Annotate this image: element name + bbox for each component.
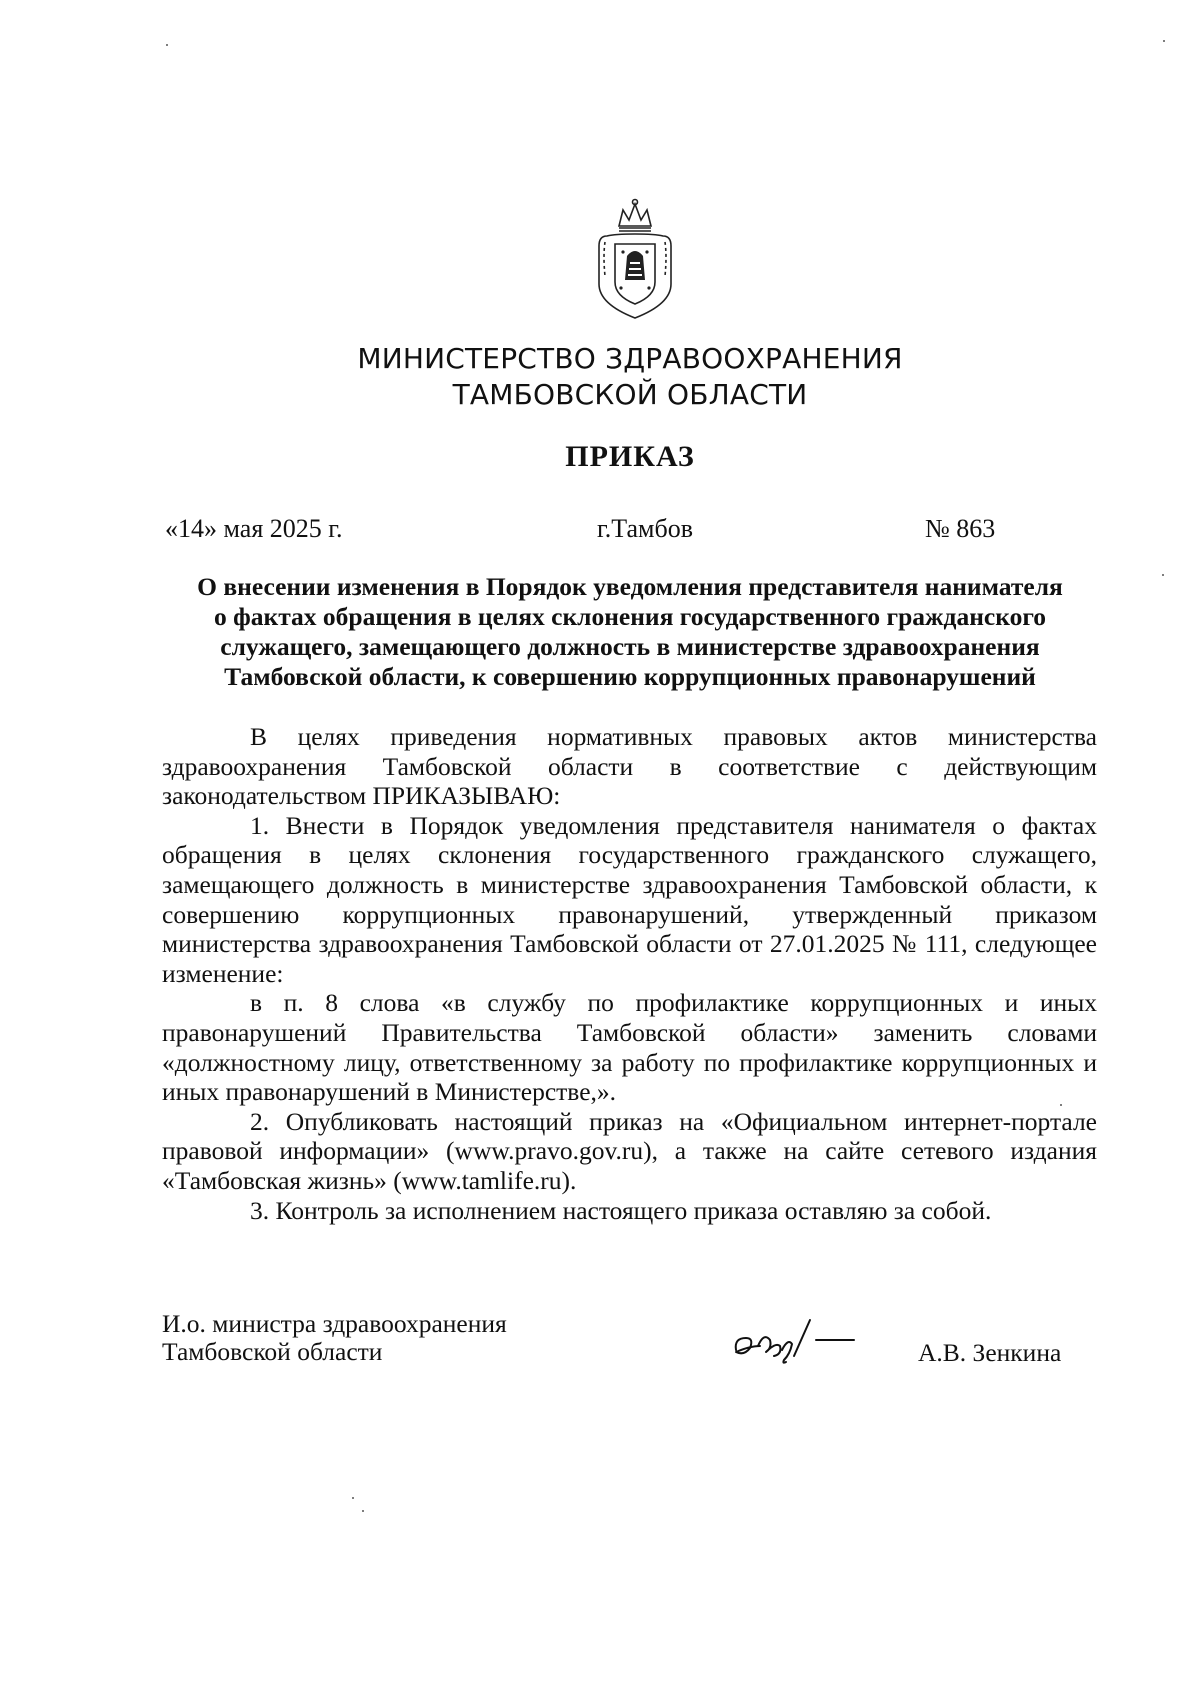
- signatory-position-line2: Тамбовской области: [162, 1337, 383, 1366]
- ministry-name-line2: ТАМБОВСКОЙ ОБЛАСТИ: [452, 378, 808, 411]
- order-number: № 863: [925, 514, 996, 543]
- scan-speck: [352, 1497, 354, 1499]
- preamble-paragraph: В целях приведения нормативных правовых актов министерства здравоохранения Тамбовской области в соответствие с действующим законодательством ПРИКАЗЫВАЮ:: [162, 722, 1097, 811]
- scan-speck: [1163, 40, 1165, 42]
- subject-line: о фактах обращения в целях склонения государственного гражданского: [213, 602, 1047, 631]
- signatory-position: [162, 1310, 507, 1366]
- subject-line: О внесении изменения в Порядок уведомления представителя нанимателя: [197, 572, 1063, 601]
- item-3-paragraph: 3. Контроль за исполнением настоящего приказа оставляю за собой.: [250, 1195, 992, 1225]
- ministry-name-line1: МИНИСТЕРСТВО ЗДРАВООХРАНЕНИЯ: [357, 342, 903, 375]
- subject-line: Тамбовской области, к совершению коррупционных правонарушений: [224, 662, 1036, 691]
- order-body: [162, 722, 1097, 1225]
- subject-line: служащего, замещающего должность в министерстве здравоохранения: [220, 632, 1040, 661]
- order-subject: [160, 572, 1100, 692]
- scan-speck: [362, 1510, 364, 1512]
- item-1-paragraph: 1. Внести в Порядок уведомления представителя нанимателя о фактах обращения в целях склонения государственного гражданского служащего, замещающего должность в министерстве здравоохранения Тамбовской области, к совершению коррупционных правонарушений, утвержденный приказом министерства здравоохранения Тамбовской области от 27.01.2025 № 111, следующее изменение:: [162, 810, 1097, 988]
- item-1-change-paragraph: в п. 8 слова «в службу по профилактике коррупционных и иных правонарушений Правительства Тамбовской области» заменить словами «должностному лицу, ответственному за работу по профилактике коррупционных и иных правонарушений в Министерстве,».: [162, 988, 1097, 1107]
- item-2-paragraph: 2. Опубликовать настоящий приказ на «Официальном интернет-портале правовой информации» (www.pravo.gov.ru), а также на сайте сетевого издания «Тамбовская жизнь» (www.tamlife.ru).: [162, 1106, 1097, 1195]
- scan-speck: [1060, 1104, 1062, 1106]
- scan-speck: [1162, 574, 1164, 576]
- handwritten-signature: [730, 1316, 860, 1368]
- coat-of-arms-emblem: [585, 196, 685, 324]
- order-date: «14» мая 2025 г.: [165, 514, 343, 543]
- scan-speck: [166, 44, 168, 46]
- signatory-name: А.В. Зенкина: [918, 1338, 1062, 1367]
- document-type-title: ПРИКАЗ: [565, 440, 695, 473]
- order-city: г.Тамбов: [597, 514, 693, 543]
- signatory-position-line1: И.о. министра здравоохранения: [162, 1309, 507, 1338]
